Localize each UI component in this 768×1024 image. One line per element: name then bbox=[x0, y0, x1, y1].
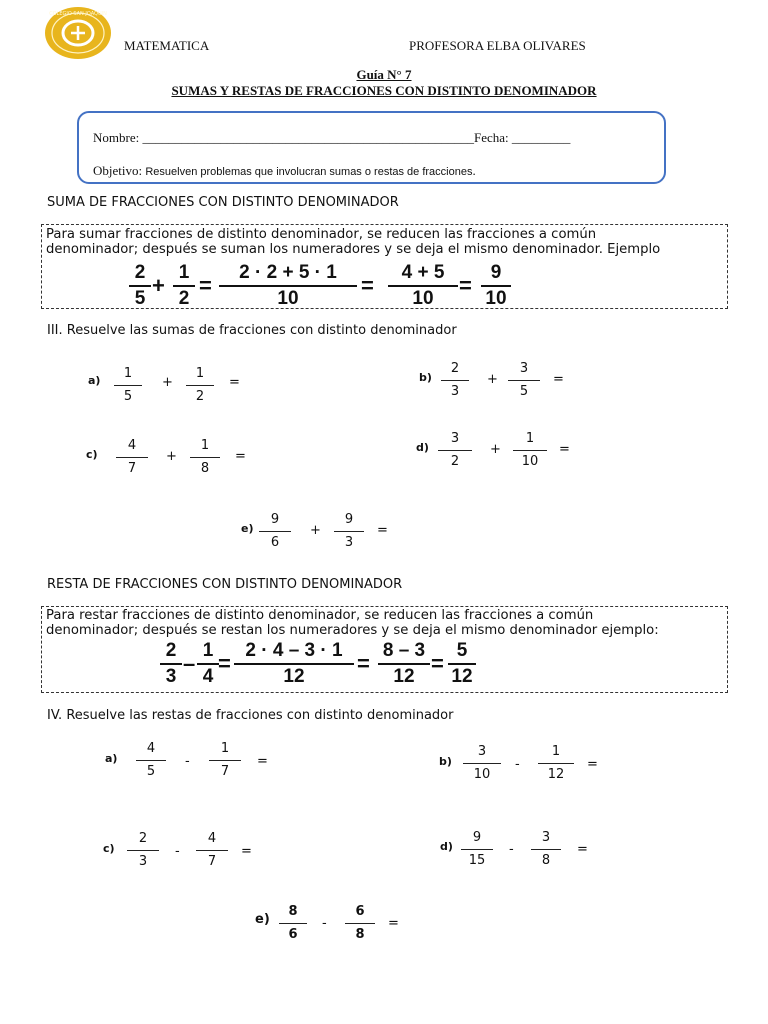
plus-sign: + bbox=[490, 442, 501, 457]
exercise-fraction: 9 3 bbox=[334, 512, 364, 551]
objective-label: Objetivo: bbox=[93, 163, 143, 178]
exercise-fraction: 9 6 bbox=[259, 512, 291, 551]
exercise-fraction: 2 3 bbox=[441, 361, 469, 400]
exercise-fraction: 4 5 bbox=[136, 741, 166, 780]
plus-sign: + bbox=[166, 449, 177, 464]
exercise-label: a) bbox=[88, 374, 101, 387]
subject-label: MATEMATICA bbox=[124, 38, 210, 53]
example-fraction: 1 2 bbox=[173, 262, 195, 310]
exercise-fraction: 1 5 bbox=[114, 366, 142, 405]
equals-sign: = bbox=[218, 651, 231, 676]
exercise-label: c) bbox=[103, 842, 115, 855]
example-fraction: 1 4 bbox=[197, 640, 219, 688]
exercise-label: a) bbox=[105, 752, 118, 765]
minus-sign: - bbox=[322, 916, 327, 931]
minus-sign: – bbox=[183, 651, 196, 676]
example-fraction: 2 · 2 + 5 · 1 10 bbox=[219, 262, 357, 310]
guide-number: Guía N° 7 bbox=[356, 67, 412, 82]
equals-sign: = bbox=[361, 273, 374, 298]
exercise-label: b) bbox=[439, 755, 452, 768]
equals-sign: = bbox=[587, 757, 597, 772]
school-logo bbox=[44, 6, 112, 60]
name-date-line[interactable]: Nombre: ___________________________________________________Fecha: _________ bbox=[93, 130, 571, 145]
subtraction-explanation-line2: denominador; después se restan los numeradores y se deja el mismo denominador ejemplo: bbox=[46, 623, 659, 638]
sum-explanation-line2: denominador; después se suman los numeradores y se deja el mismo denominador. Ejemplo bbox=[46, 242, 661, 257]
example-fraction: 9 10 bbox=[481, 262, 511, 310]
sum-explanation-line1: Para sumar fracciones de distinto denominador, se reducen las fracciones a común bbox=[46, 227, 597, 242]
exercise-fraction: 3 5 bbox=[508, 361, 540, 400]
exercise-fraction: 1 8 bbox=[190, 438, 220, 477]
equals-sign: = bbox=[357, 651, 370, 676]
subtraction-exercises-heading: IV. Resuelve las restas de fracciones con distinto denominador bbox=[47, 708, 454, 723]
objective-end: . bbox=[472, 163, 476, 178]
subtraction-example bbox=[0, 640, 768, 692]
example-fraction: 8 – 3 12 bbox=[378, 640, 430, 688]
plus-sign: + bbox=[162, 375, 173, 390]
exercise-label: e) bbox=[241, 522, 254, 535]
exercise-fraction: 3 8 bbox=[531, 830, 561, 869]
example-fraction: 4 + 5 10 bbox=[388, 262, 458, 310]
objective bbox=[93, 163, 476, 179]
minus-sign: - bbox=[515, 757, 520, 772]
plus-sign: + bbox=[152, 273, 165, 298]
equals-sign: = bbox=[235, 449, 245, 464]
exercise-fraction: 1 7 bbox=[209, 741, 241, 780]
equals-sign: = bbox=[431, 651, 444, 676]
teacher-label: PROFESORA ELBA OLIVARES bbox=[409, 38, 586, 53]
example-fraction: 2 5 bbox=[129, 262, 151, 310]
equals-sign: = bbox=[229, 375, 239, 390]
equals-sign: = bbox=[241, 844, 251, 859]
example-fraction: 2 3 bbox=[160, 640, 182, 688]
sum-example bbox=[0, 262, 768, 312]
svg-text:COLEGIO SAN JOAQUIN: COLEGIO SAN JOAQUIN bbox=[49, 11, 107, 17]
exercise-fraction: 6 8 bbox=[345, 904, 375, 943]
exercise-fraction: 2 3 bbox=[127, 831, 159, 870]
objective-text: Resuelven problemas que involucran sumas o restas de fracciones bbox=[145, 166, 473, 178]
exercise-label: e) bbox=[255, 912, 270, 927]
example-fraction: 5 12 bbox=[448, 640, 476, 688]
exercise-label: c) bbox=[86, 448, 98, 461]
exercise-label: d) bbox=[440, 840, 453, 853]
subtraction-heading: RESTA DE FRACCIONES CON DISTINTO DENOMINADOR bbox=[47, 577, 403, 592]
exercise-fraction: 3 10 bbox=[463, 744, 501, 783]
plus-sign: + bbox=[487, 372, 498, 387]
guide-topic: SUMAS Y RESTAS DE FRACCIONES CON DISTINTO DENOMINADOR bbox=[171, 83, 597, 98]
exercise-fraction: 1 12 bbox=[538, 744, 574, 783]
sum-heading: SUMA DE FRACCIONES CON DISTINTO DENOMINADOR bbox=[47, 195, 399, 210]
equals-sign: = bbox=[553, 372, 563, 387]
plus-sign: + bbox=[310, 523, 321, 538]
exercise-label: b) bbox=[419, 371, 432, 384]
equals-sign: = bbox=[388, 916, 398, 931]
example-fraction: 2 · 4 – 3 · 1 12 bbox=[234, 640, 354, 688]
subtraction-explanation-line1: Para restar fracciones de distinto denominador, se reducen las fracciones a común bbox=[46, 608, 594, 623]
equals-sign: = bbox=[377, 523, 387, 538]
equals-sign: = bbox=[459, 273, 472, 298]
exercise-fraction: 9 15 bbox=[461, 830, 493, 869]
exercise-fraction: 4 7 bbox=[196, 831, 228, 870]
equals-sign: = bbox=[559, 442, 569, 457]
minus-sign: - bbox=[175, 844, 180, 859]
exercise-fraction: 4 7 bbox=[116, 438, 148, 477]
equals-sign: = bbox=[199, 273, 212, 298]
exercise-fraction: 1 10 bbox=[513, 431, 547, 470]
minus-sign: - bbox=[185, 754, 190, 769]
exercise-fraction: 3 2 bbox=[438, 431, 472, 470]
equals-sign: = bbox=[257, 754, 267, 769]
sum-exercises-heading: III. Resuelve las sumas de fracciones con distinto denominador bbox=[47, 323, 457, 338]
equals-sign: = bbox=[577, 842, 587, 857]
exercise-label: d) bbox=[416, 441, 429, 454]
minus-sign: - bbox=[509, 842, 514, 857]
exercise-fraction: 1 2 bbox=[186, 366, 214, 405]
exercise-fraction: 8 6 bbox=[279, 904, 307, 943]
